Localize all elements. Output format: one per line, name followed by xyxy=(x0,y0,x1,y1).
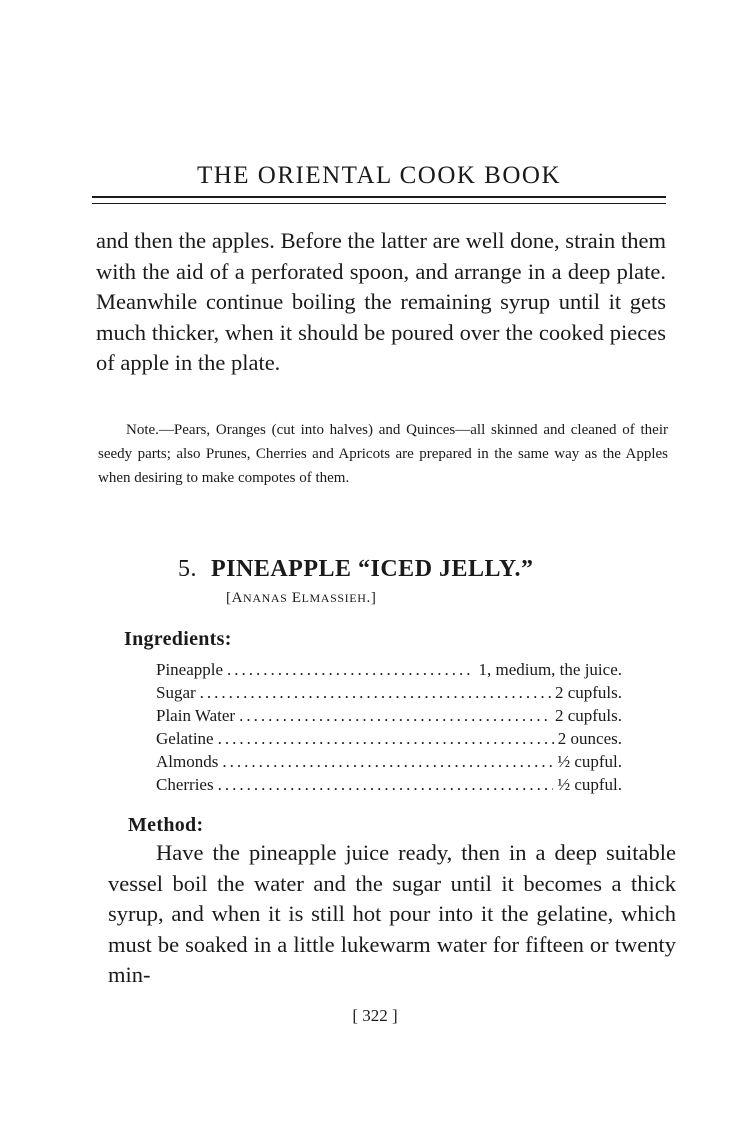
method-paragraph: Have the pineapple juice ready, then in a deep suitable vessel boil the water and the sugar until it becomes a thick syrup, and when it is still hot pour into it the gelatine, which must be soaked in a little lukewarm water for fifteen or twenty min- xyxy=(108,840,676,987)
ingredient-name: Sugar xyxy=(156,683,196,702)
ingredient-name: Plain Water xyxy=(156,706,236,725)
header-rule-thick xyxy=(92,196,666,198)
ingredient-row xyxy=(156,750,622,773)
ingredient-row xyxy=(156,704,622,727)
leader-dots xyxy=(218,727,554,750)
leader-dots xyxy=(200,681,551,704)
ingredient-name: Pineapple xyxy=(156,660,224,679)
recipe-title xyxy=(178,556,533,583)
page-number: [ 322 ] xyxy=(352,1006,398,1025)
recipe-title-text: PINEAPPLE “ICED JELLY.” xyxy=(211,556,534,582)
ingredients-list xyxy=(156,658,622,796)
ingredient-quantity: 2 cupfuls. xyxy=(554,706,622,725)
ingredient-row xyxy=(156,681,622,704)
leader-dots xyxy=(222,750,553,773)
ingredient-name: Gelatine xyxy=(156,729,214,748)
continued-paragraph: and then the apples. Before the latter are well done, strain them with the aid of a perforated spoon, and arrange in a deep plate. Meanwhile continue boiling the remaining syrup until it gets much thicker, when it should be poured over the cooked pieces of apple in the plate. xyxy=(96,228,666,375)
method-heading: Method: xyxy=(128,814,204,836)
ingredient-quantity: ½ cupful. xyxy=(557,752,622,771)
leader-dots xyxy=(239,704,551,727)
ingredient-row xyxy=(156,658,622,681)
recipe-subtitle-text: [ANANAS ELMASSIEH.] xyxy=(226,590,377,606)
running-head: THE ORIENTAL COOK BOOK xyxy=(196,162,562,189)
compote-note: Note.—Pears, Oranges (cut into halves) and Quinces—all skinned and cleaned of their seedy parts; also Prunes, Cherries and Apricots are prepared in the same way as the Apples when desiring to make compotes of them. xyxy=(98,422,668,486)
ingredient-name: Cherries xyxy=(156,775,214,794)
leader-dots xyxy=(227,658,474,681)
ingredient-name: Almonds xyxy=(156,752,219,771)
leader-dots xyxy=(218,773,554,796)
ingredient-quantity: 2 cupfuls. xyxy=(554,683,622,702)
ingredients-heading: Ingredients: xyxy=(124,628,232,650)
ingredient-quantity: 2 ounces. xyxy=(557,729,622,748)
recipe-subtitle xyxy=(226,590,376,607)
ingredient-row xyxy=(156,773,622,796)
ingredient-quantity: ½ cupful. xyxy=(557,775,622,794)
ingredient-quantity: 1, medium, the juice. xyxy=(478,660,622,679)
recipe-number: 5. xyxy=(178,556,197,582)
ingredient-row xyxy=(156,727,622,750)
header-rule-thin xyxy=(92,203,666,204)
